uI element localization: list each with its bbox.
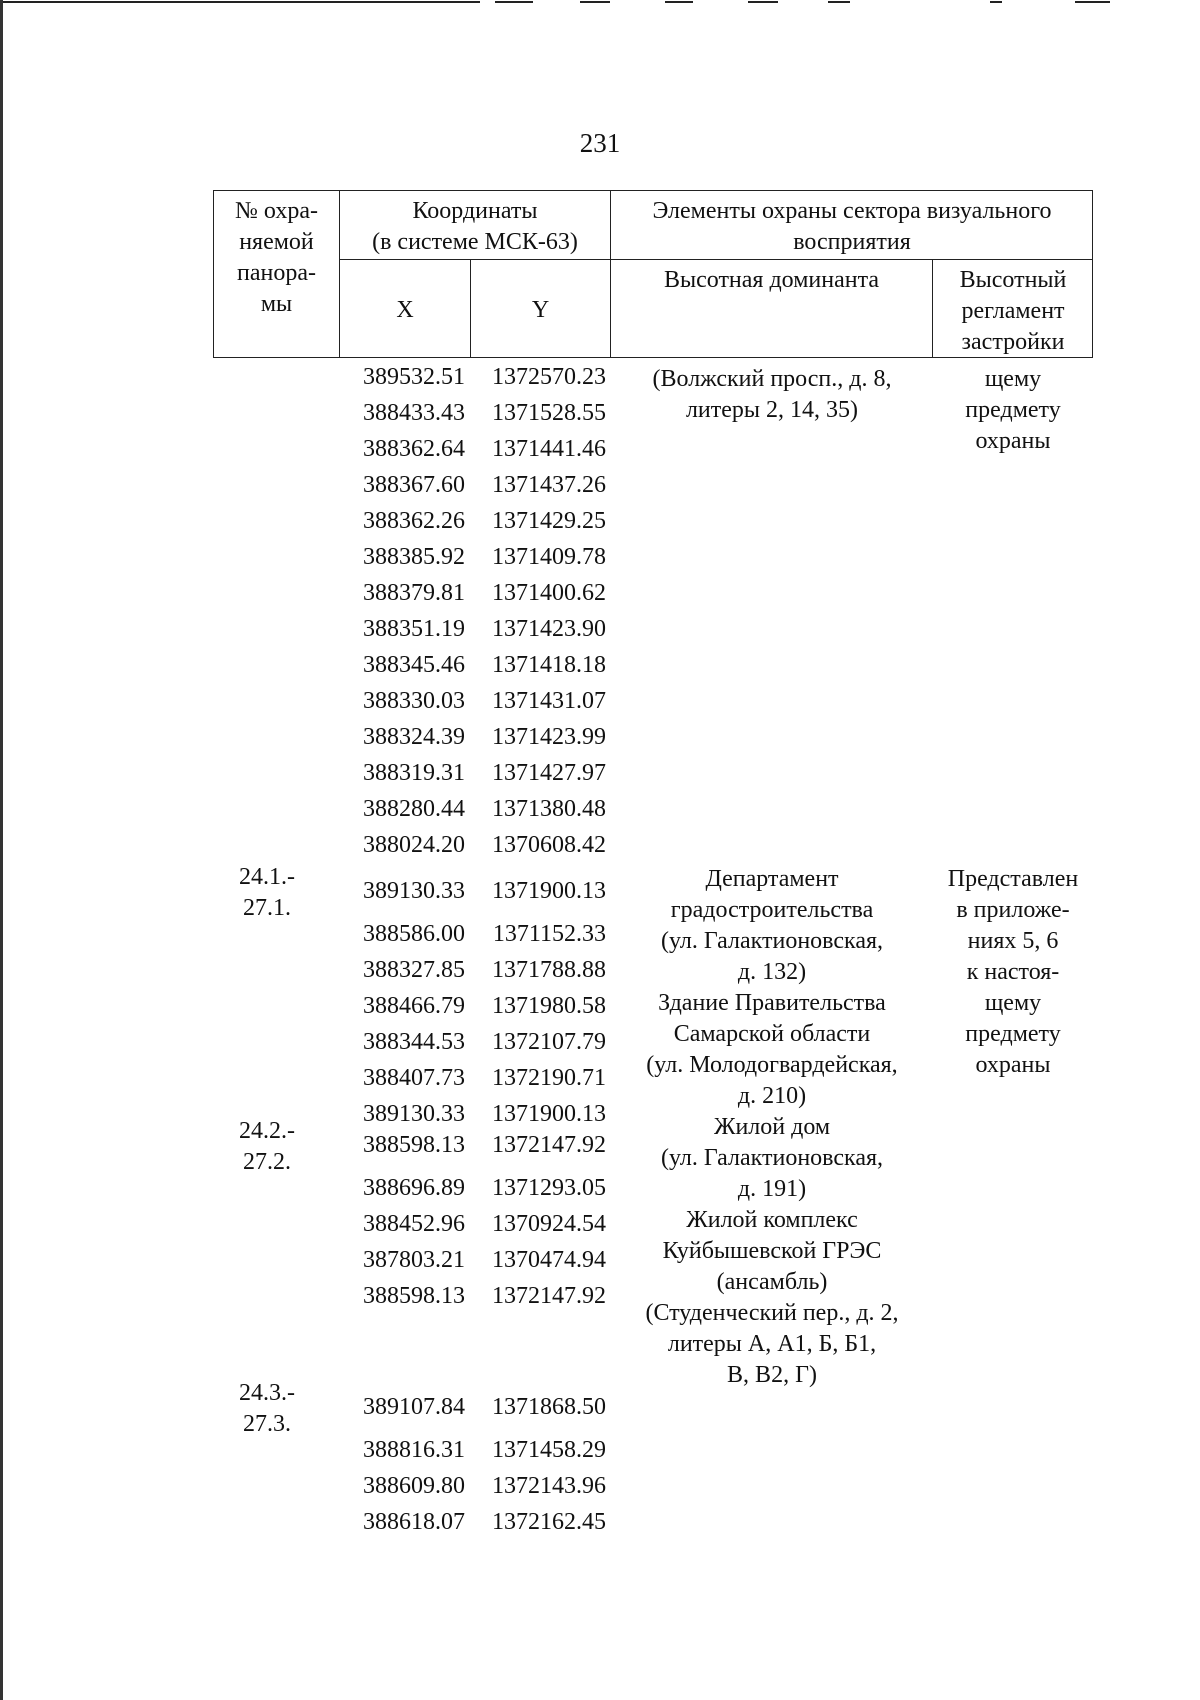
dominants-list: Департамент градостроительства (ул. Галактионовская, д. 132) Здание Правительства Самарской области (ул. Молодогвардейская, д. 210) Жилой дом (ул. Галактионовская, д. 191) Жилой комплекс Куйбышевской ГРЭС (ансамбль) (Студенческий пер., д. 2, литеры А, А1, Б, Б1, В, В2, Г): [645, 866, 899, 1388]
coord-y-cell: 1372147.92: [492, 1132, 606, 1158]
coord-y-cell: 1371528.55: [492, 400, 606, 426]
coord-x-cell: 388598.13: [363, 1132, 465, 1158]
coord-y-cell: 1371293.05: [492, 1175, 606, 1201]
coord-x-cell: 388618.07: [363, 1509, 465, 1535]
continuation-regulation: щему предмету охраны: [965, 366, 1061, 454]
header-regulation: Высотный регламент застройки: [959, 267, 1067, 355]
coord-y-cell: 1370474.94: [492, 1247, 606, 1273]
coord-y-cell: 1371409.78: [492, 544, 606, 570]
coord-y-cell: 1370924.54: [492, 1211, 606, 1237]
coord-x-cell: 389130.33: [363, 878, 465, 904]
coord-y-cell: 1372570.23: [492, 364, 606, 390]
coord-x-cell: 388385.92: [363, 544, 465, 570]
coord-x-cell: 388327.85: [363, 957, 465, 983]
coord-x-cell: 388598.13: [363, 1283, 465, 1309]
coord-x-cell: 388280.44: [363, 796, 465, 822]
coord-x-cell: 388407.73: [363, 1065, 465, 1091]
regulation-block: Представлен в приложе- ниях 5, 6 к настоя- щему предмету охраны: [947, 866, 1079, 1078]
page-number: 231: [579, 128, 621, 158]
coord-y-cell: 1371427.97: [492, 760, 606, 786]
coord-x-cell: 389532.51: [363, 364, 465, 390]
coord-x-cell: 388024.20: [363, 832, 465, 858]
coord-x-cell: 388452.96: [363, 1211, 465, 1237]
coord-x-cell: 388362.64: [363, 436, 465, 462]
coord-x-cell: 388609.80: [363, 1473, 465, 1499]
coord-x-cell: 388379.81: [363, 580, 465, 606]
header-coordinates: Координаты (в системе МСК-63): [372, 198, 578, 255]
header-y: Y: [531, 297, 550, 323]
coord-y-cell: 1371437.26: [492, 472, 606, 498]
coord-y-cell: 1371423.99: [492, 724, 606, 750]
coord-x-cell: 388466.79: [363, 993, 465, 1019]
coord-x-cell: 387803.21: [363, 1247, 465, 1273]
coord-y-cell: 1371380.48: [492, 796, 606, 822]
coord-y-cell: 1371429.25: [492, 508, 606, 534]
scan-left-edge: [0, 0, 3, 1700]
coord-x-cell: 388344.53: [363, 1029, 465, 1055]
coord-x-cell: 388696.89: [363, 1175, 465, 1201]
coord-y-cell: 1370608.42: [492, 832, 606, 858]
coord-y-cell: 1372107.79: [492, 1029, 606, 1055]
header-dominant: Высотная доминанта: [663, 267, 880, 293]
coord-x-cell: 388586.00: [363, 921, 465, 947]
coord-y-cell: 1371418.18: [492, 652, 606, 678]
panorama-number: 24.2.- 27.2.: [239, 1118, 295, 1175]
coord-x-cell: 388816.31: [363, 1437, 465, 1463]
coord-y-cell: 1371868.50: [492, 1394, 606, 1420]
coord-y-cell: 1371441.46: [492, 436, 606, 462]
coord-x-cell: 388351.19: [363, 616, 465, 642]
coord-y-cell: 1372143.96: [492, 1473, 606, 1499]
coord-y-cell: 1371458.29: [492, 1437, 606, 1463]
coord-y-cell: 1372147.92: [492, 1283, 606, 1309]
panorama-number: 24.3.- 27.3.: [239, 1380, 295, 1437]
coord-y-cell: 1371900.13: [492, 878, 606, 904]
coord-y-cell: 1371788.88: [492, 957, 606, 983]
coord-y-cell: 1371152.33: [492, 921, 606, 947]
header-divider: [339, 259, 1093, 260]
coord-x-cell: 388345.46: [363, 652, 465, 678]
coord-y-cell: 1372162.45: [492, 1509, 606, 1535]
header-x: X: [396, 297, 414, 323]
coord-x-cell: 388433.43: [363, 400, 465, 426]
coord-y-cell: 1371400.62: [492, 580, 606, 606]
coord-y-cell: 1371900.13: [492, 1101, 606, 1127]
header-elements: Элементы охраны сектора визуального восприятия: [652, 198, 1052, 255]
coord-y-cell: 1372190.71: [492, 1065, 606, 1091]
coord-y-cell: 1371423.90: [492, 616, 606, 642]
scan-top-edge: [0, 0, 1200, 6]
coord-x-cell: 388362.26: [363, 508, 465, 534]
coord-x-cell: 388324.39: [363, 724, 465, 750]
coord-x-cell: 388330.03: [363, 688, 465, 714]
coord-x-cell: 389107.84: [363, 1394, 465, 1420]
coord-x-cell: 389130.33: [363, 1101, 465, 1127]
continuation-dominant: (Волжский просп., д. 8, литеры 2, 14, 35): [652, 366, 892, 423]
coord-x-cell: 388319.31: [363, 760, 465, 786]
panorama-number: 24.1.- 27.1.: [239, 864, 295, 921]
coord-y-cell: 1371431.07: [492, 688, 606, 714]
coord-y-cell: 1371980.58: [492, 993, 606, 1019]
header-panorama: № охра- няемой панора- мы: [235, 198, 318, 317]
coord-x-cell: 388367.60: [363, 472, 465, 498]
